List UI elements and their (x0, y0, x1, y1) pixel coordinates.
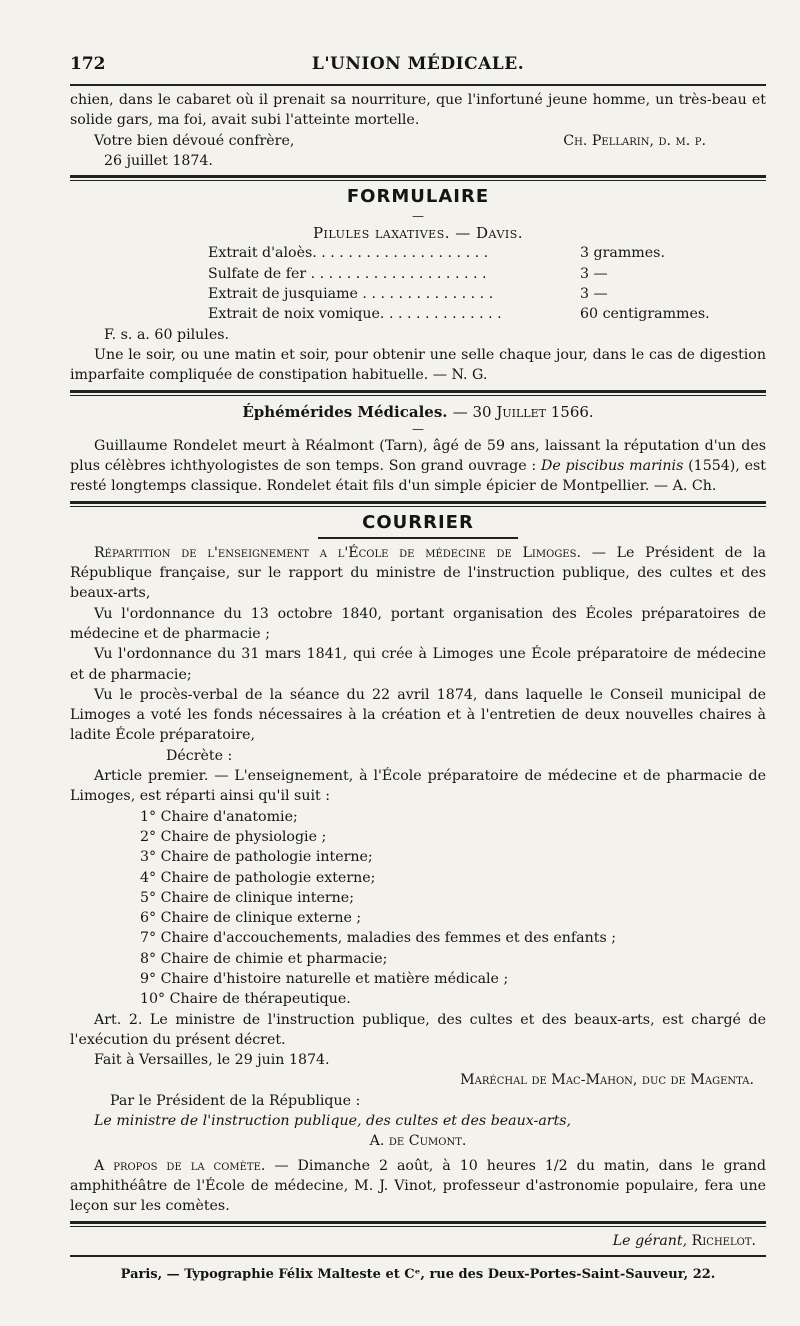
recipe-ingredients (70, 243, 766, 324)
chair-item: 10° Chaire de thérapeutique. (140, 991, 351, 1008)
chairs-list (70, 807, 766, 1010)
chair-item: 7° Chaire d'accouchements, maladies des femmes et des enfants ; (140, 930, 617, 947)
courrier-minister: Le ministre de l'instruction publique, des cultes et des beaux-arts, (94, 1113, 572, 1130)
chair-item: 3° Chaire de pathologie interne; (140, 849, 373, 866)
courrier-lead-heading: Répartition de l'enseignement a l'École de médecine de Limoges. (94, 544, 581, 561)
chair-item: 2° Chaire de physiologie ; (140, 828, 327, 845)
ingredient-name: Sulfate de fer . . . . . . . . . . . . . . . . . . . . (208, 265, 487, 282)
courrier-decrete: Décrète : (166, 747, 233, 764)
courrier-par: Par le Président de la République : (110, 1092, 361, 1109)
section-divider (70, 390, 766, 396)
gerant-name: Richelot. (691, 1232, 756, 1249)
chair-item: 1° Chaire d'anatomie; (140, 808, 298, 825)
chair-item: 9° Chaire d'histoire naturelle et matière médicale ; (140, 970, 509, 987)
courrier-minister-name: A. de Cumont. (369, 1133, 467, 1150)
letter-closing: Votre bien dévoué confrère, (94, 132, 295, 149)
gerant-line (70, 1231, 766, 1251)
ephemerides-text-b: (1554), est resté longtemps classique. Rondelet était fils d'un simple épicier de Montpellier. — A. Ch. (70, 458, 766, 495)
letter-end-text: chien, dans le cabaret où il prenait sa nourriture, que l'infortuné jeune homme, un très-beau et solide gars, ma foi, avait subi l'atteinte mortelle. (70, 92, 766, 129)
ephemerides-book-title: De piscibus marinis (540, 458, 684, 475)
section-divider (70, 501, 766, 507)
ingredient-name: Extrait d'aloès. . . . . . . . . . . . . . . . . . . . (208, 245, 489, 262)
courrier-vu-3: Vu le procès-verbal de la séance du 22 avril 1874, dans laquelle le Conseil municipal de Limoges a voté les fonds nécessaires à la création et à l'entretien de deux nouvelles chaires à ladite École préparatoire, (70, 686, 766, 744)
ingredient-name: Extrait de noix vomique. . . . . . . . . . . . . . (208, 306, 502, 323)
letter-signature: Ch. Pellarin, d. m. p. (563, 132, 706, 149)
section-divider (70, 175, 766, 181)
ephemerides-date: — 30 Juillet 1566. (452, 402, 594, 421)
ingredient-line (208, 264, 766, 284)
ephemerides-text (70, 436, 766, 497)
page (70, 50, 766, 1285)
header-rule (70, 84, 766, 86)
recipe-usage: Une le soir, ou une matin et soir, pour obtenir une selle chaque jour, dans le cas de digestion imparfaite compliquée de constipation habituelle. — N. G. (70, 346, 766, 384)
courrier-vu-1: Vu l'ordonnance du 13 octobre 1840, portant organisation des Écoles préparatoires de médecine et de pharmacie ; (70, 605, 766, 642)
courrier-article-1: Article premier. — L'enseignement, à l'École préparatoire de médecine et de pharmacie de Limoges, est réparti ainsi qu'il suit : (70, 768, 766, 805)
comete-rest: — Dimanche 2 août, à 10 heures 1/2 du matin, dans le grand amphithéâtre de l'École de médecine, M. J. Vinot, professeur d'astronomie populaire, fera une leçon sur les comètes. (70, 1157, 766, 1215)
page-number: 172 (70, 54, 106, 74)
courrier-vu-2: Vu l'ordonnance du 31 mars 1841, qui crée à Limoges une École préparatoire de médecine et de pharmacie; (70, 646, 766, 683)
chair-item: 6° Chaire de clinique externe ; (140, 910, 362, 927)
chair-item: 5° Chaire de clinique interne; (140, 889, 354, 906)
courrier-lead (70, 543, 766, 604)
courrier-signer: Maréchal de Mac-Mahon, duc de Magenta. (460, 1072, 754, 1089)
courrier-title: COURRIER (362, 511, 474, 533)
ephemerides-title (70, 402, 766, 422)
letter-signature-row (70, 131, 766, 151)
ephemerides-dash: — (412, 421, 424, 436)
courrier-fait: Fait à Versailles, le 29 juin 1874. (94, 1052, 330, 1069)
ingredient-line (208, 243, 766, 263)
section-divider (70, 1221, 766, 1227)
letter-date: 26 juillet 1874. (104, 152, 213, 169)
formulaire-dash: — (412, 209, 424, 224)
recipe-fsa: F. s. a. 60 pilules. (104, 326, 230, 343)
journal-title: L'UNION MÉDICALE. (311, 54, 525, 74)
ingredient-qty: 3 grammes. (580, 245, 665, 262)
formulaire-title: FORMULAIRE (346, 186, 490, 208)
chair-item: 4° Chaire de pathologie externe; (140, 869, 376, 886)
ingredient-line (208, 304, 766, 324)
courrier-article-2: Art. 2. Le ministre de l'instruction publique, des cultes et des beaux-arts, est chargé de l'exécution du présent décret. (70, 1011, 766, 1048)
comete-heading: A propos de la comète. (94, 1157, 266, 1174)
footer-imprint: Paris, — Typographie Félix Malteste et Cᵉ, rue des Deux-Portes-Saint-Sauveur, 22. (120, 1266, 716, 1282)
ingredient-name: Extrait de jusquiame . . . . . . . . . . . . . . . (208, 286, 494, 303)
gerant-label: Le gérant, (612, 1232, 688, 1249)
chair-item: 8° Chaire de chimie et pharmacie; (140, 950, 388, 967)
ingredient-qty: 3 — (580, 265, 608, 282)
recipe-title: Pilules laxatives. — Davis. (312, 224, 524, 243)
running-header (70, 50, 766, 76)
courrier-rule (318, 537, 518, 539)
ephemerides-heading: Éphémérides Médicales. (242, 402, 448, 421)
courrier-lead-rest: — Le Président de la République française, sur le rapport du ministre de l'instruction publique, des cultes et des beaux-arts, (70, 544, 766, 602)
ingredient-line (208, 284, 766, 304)
footer-rule (70, 1255, 766, 1257)
courrier-comete (70, 1156, 766, 1217)
ephemerides-text-a: Guillaume Rondelet meurt à Réalmont (Tarn), âgé de 59 ans, laissant la réputation d'un des plus célèbres ichthyologistes de son temps. Son grand ouvrage : (70, 437, 766, 475)
ingredient-qty: 60 centigrammes. (580, 306, 710, 323)
ingredient-qty: 3 — (580, 286, 608, 303)
